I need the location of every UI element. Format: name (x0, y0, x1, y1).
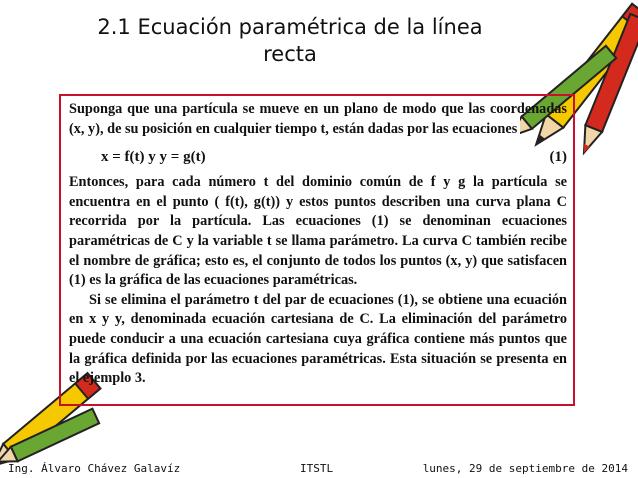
term-ecuaciones-parametricas: ecuaciones paramétricas (69, 213, 567, 249)
paragraph-1: Suponga que una partícula se mueve en un plano de modo que las coordenadas (x, y), de su posición en cualquier tiempo t, están dadas por las ecuaciones (69, 101, 567, 137)
paragraph-2 (69, 173, 567, 291)
title-line-2: recta (263, 42, 317, 66)
p3-text-a: Si se elimina el parámetro t del par de ecuaciones (1), se obtiene una ecuación en x y y, denominada (69, 291, 567, 328)
footer-institution: ITSTL (300, 462, 334, 475)
equation-number: (1) (549, 149, 567, 166)
paragraph-3 (69, 291, 567, 389)
p2-text-e: ; esto es, el conjunto de todos los puntos (x, y) que satisfacen (1) es la gráfica de las ecuaciones paramétricas. (69, 252, 568, 289)
p2-text-c: de C y la variable t se llama (150, 232, 330, 249)
term-grafica: gráfica (153, 252, 197, 269)
definition-box (59, 94, 575, 406)
p3-text-b: de C. La eliminación del parámetro puede conducir a una ecuación cartesiana cuya gráfica contiene más puntos que la gráfica definida por las ecuaciones paramétricas. Esta situación se presenta en el ejemplo 3. (69, 311, 567, 387)
p2-text-a: Entonces, para cada número t del dominio común de f y g la partícula se encuentra en el punto ( f(t), g(t)) y estos puntos describen una (69, 174, 567, 210)
p2-text-d: . La curva C también recibe el nombre de (69, 232, 567, 269)
term-ecuacion-cartesiana: ecuación cartesiana (211, 311, 334, 328)
p2-text-b: C recorrida por la partícula. Las ecuaciones (1) se denominan (69, 193, 568, 230)
slide-title (60, 14, 520, 68)
footer-author: Ing. Álvaro Chávez Galavíz (8, 462, 181, 475)
footer-date: lunes, 29 de septiembre de 2014 (422, 462, 628, 475)
title-line-1: 2.1 Ecuación paramétrica de la línea (97, 15, 483, 39)
equation-line (69, 147, 567, 167)
term-parametro: parámetro (329, 232, 395, 249)
parametric-equation: x = f(t) y y = g(t) (101, 149, 206, 166)
term-curva-plana: curva plana (475, 193, 551, 210)
